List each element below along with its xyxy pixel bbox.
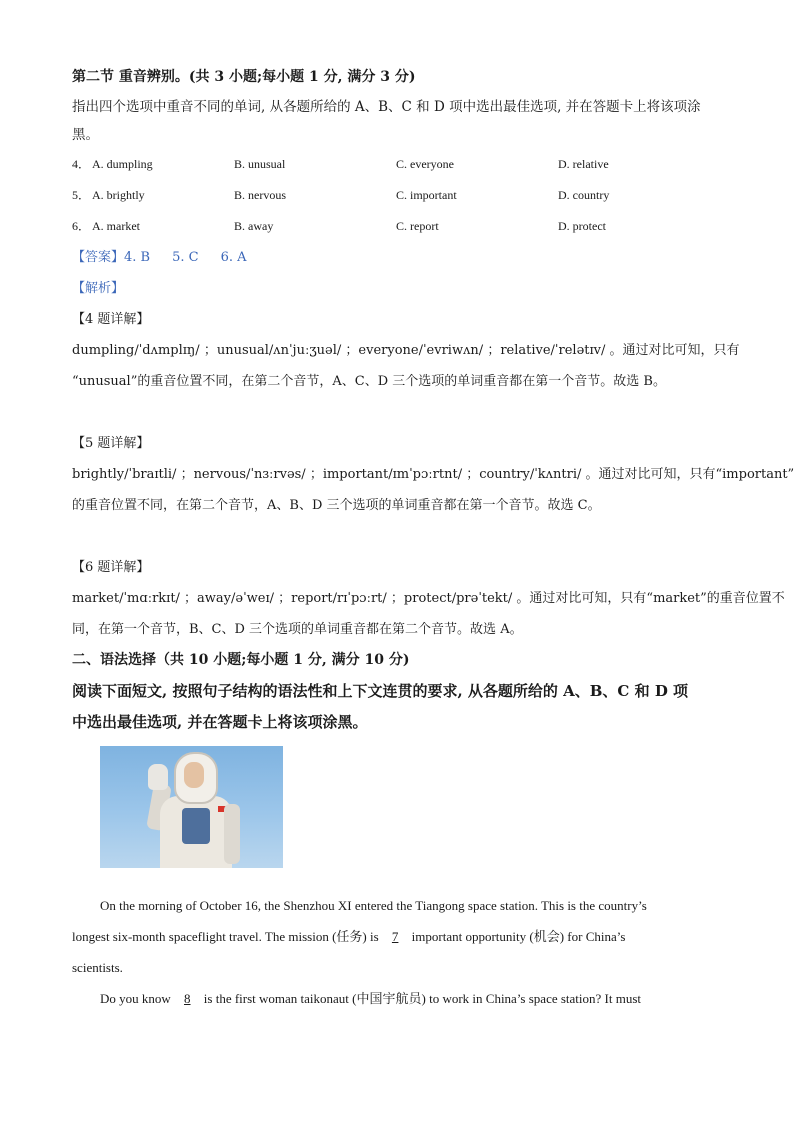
option-d: D. protect: [558, 219, 606, 233]
detail-heading: 【5 题详解】: [72, 436, 150, 451]
option-c: C. report: [396, 219, 439, 233]
detail-heading: 【4 题详解】: [72, 312, 150, 327]
question-number: 4．: [72, 157, 91, 171]
option-d: D. relative: [558, 157, 609, 171]
option-a: A. dumpling: [92, 157, 153, 171]
detail-text: dumpling/ˈdʌmplɪŋ/ ；unusual/ʌnˈjuːʒuəl/ ；everyone/ˈevriwʌn/ ；relative/ˈrelətɪv/ 。通过对比可知，只有: [72, 343, 740, 358]
question-number: 5．: [72, 188, 91, 202]
answer-label: 【答案】: [72, 250, 125, 265]
option-a: A. market: [92, 219, 140, 233]
section2-instructions: 指出四个选项中重音不同的单词, 从各题所给的 A、B、C 和 D 项中选出最佳选项, 并在答题卡上将该项涂黑。: [72, 99, 701, 143]
answer-value: 4. B: [124, 250, 151, 265]
question-number: 6．: [72, 219, 91, 233]
passage-line: longest six-month spaceflight travel. The mission (任务) is 7 important opportunity (机会) for China’s: [72, 921, 724, 952]
option-d: D. country: [558, 188, 610, 202]
option-b: B. nervous: [234, 188, 286, 202]
question-row: [72, 180, 724, 211]
option-c: C. important: [396, 188, 457, 202]
question-row: [72, 149, 724, 180]
blank-8: 8: [184, 991, 191, 1006]
detail-text: 同，在第一个音节，B、C、D 三个选项的单词重音都在第二个音节。故选 A。: [72, 622, 523, 637]
passage-line: On the morning of October 16, the Shenzhou XI entered the Tiangong space station. This is the country’s: [100, 898, 647, 913]
answer-line: [72, 242, 724, 273]
detail-text: brightly/ˈbraɪtli/ ；nervous/ˈnɜːrvəs/ ；important/ɪmˈpɔːrtnt/ ；country/ˈkʌntri/ 。通过对比可知，只有“important”: [72, 467, 794, 482]
option-a: A. brightly: [92, 188, 145, 202]
part2-instructions: 中选出最佳选项, 并在答题卡上将该项涂黑。: [72, 713, 368, 731]
part2-title: 二、语法选择（共 10 小题;每小题 1 分, 满分 10 分): [72, 652, 410, 668]
detail-text: market/ˈmɑːrkɪt/ ；away/əˈweɪ/ ；report/rɪˈpɔːrt/ ；protect/prəˈtekt/ 。通过对比可知，只有“market”的重音位置不: [72, 591, 785, 606]
document-page: [72, 62, 794, 1014]
answer-value: 5. C: [172, 250, 199, 265]
question-row: [72, 211, 724, 242]
astronaut-photo: [100, 746, 283, 868]
answer-value: 6. A: [220, 250, 247, 265]
option-b: B. away: [234, 219, 274, 233]
analysis-label: 【解析】: [72, 281, 125, 296]
detail-heading: 【6 题详解】: [72, 560, 150, 575]
part2-instructions: 阅读下面短文, 按照句子结构的语法性和上下文连贯的要求, 从各题所给的 A、B、C 和 D 项: [72, 682, 689, 700]
passage-line: scientists.: [72, 960, 123, 975]
detail-text: 的重音位置不同，在第二个音节，A、B、D 三个选项的单词重音都在第一个音节。故选 C。: [72, 498, 601, 513]
blank-7: 7: [391, 929, 399, 944]
passage-line: Do you know 8 is the first woman taikonaut (中国宇航员) to work in China’s space station? It must: [72, 983, 724, 1014]
option-b: B. unusual: [234, 157, 286, 171]
section2-title: 第二节 重音辨别。(共 3 小题;每小题 1 分, 满分 3 分): [72, 69, 416, 85]
option-c: C. everyone: [396, 157, 454, 171]
detail-text: “unusual”的重音位置不同，在第二个音节，A、C、D 三个选项的单词重音都在第一个音节。故选 B。: [72, 374, 666, 389]
